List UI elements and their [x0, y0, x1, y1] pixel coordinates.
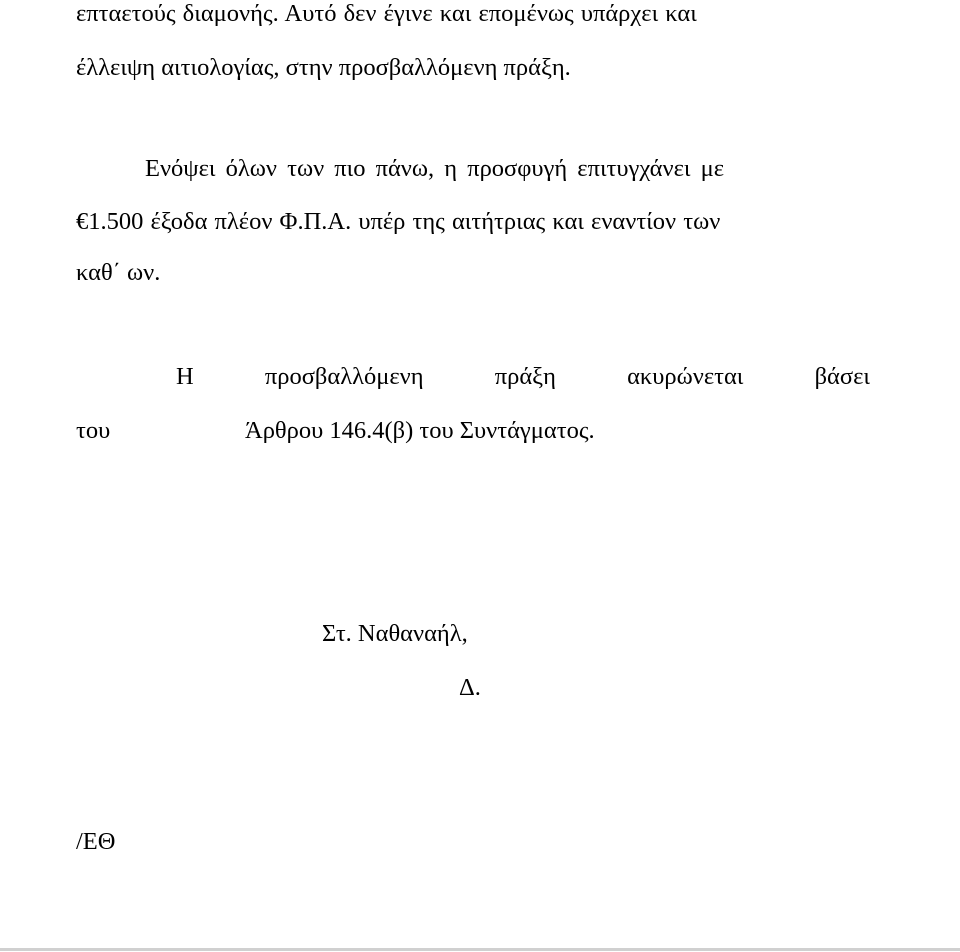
- final-word-5: βάσει: [814, 363, 870, 390]
- final-paragraph-continuation-right: Άρθρου 146.4(β) του Συντάγματος.: [245, 417, 595, 444]
- final-word-2: προσβαλλόμενη: [264, 363, 424, 390]
- reference-initials: /ΕΘ: [76, 828, 116, 855]
- final-word-1: Η: [176, 363, 194, 390]
- signature-name: Στ. Ναθαναήλ,: [322, 620, 468, 647]
- page-bottom-rule: [0, 948, 960, 951]
- text-line-2: έλλειψη αιτιολογίας, στην προσβαλλόμενη πράξη.: [76, 54, 571, 81]
- final-word-4: ακυρώνεται: [627, 363, 744, 390]
- text-line-5: καθ΄ ων.: [76, 259, 161, 286]
- final-paragraph-first-line: [176, 365, 870, 390]
- text-line-4: €1.500 έξοδα πλέον Φ.Π.Α. υπέρ της αιτήτριας και εναντίον των: [76, 208, 721, 235]
- final-word-3: πράξη: [494, 363, 556, 390]
- text-line-1: επταετούς διαμονής. Αυτό δεν έγινε και επομένως υπάρχει και: [76, 0, 697, 27]
- final-paragraph-continuation-left: του: [76, 417, 111, 444]
- signature-title: Δ.: [459, 674, 481, 701]
- text-line-3: Ενόψει όλων των πιο πάνω, η προσφυγή επιτυγχάνει με: [145, 155, 725, 182]
